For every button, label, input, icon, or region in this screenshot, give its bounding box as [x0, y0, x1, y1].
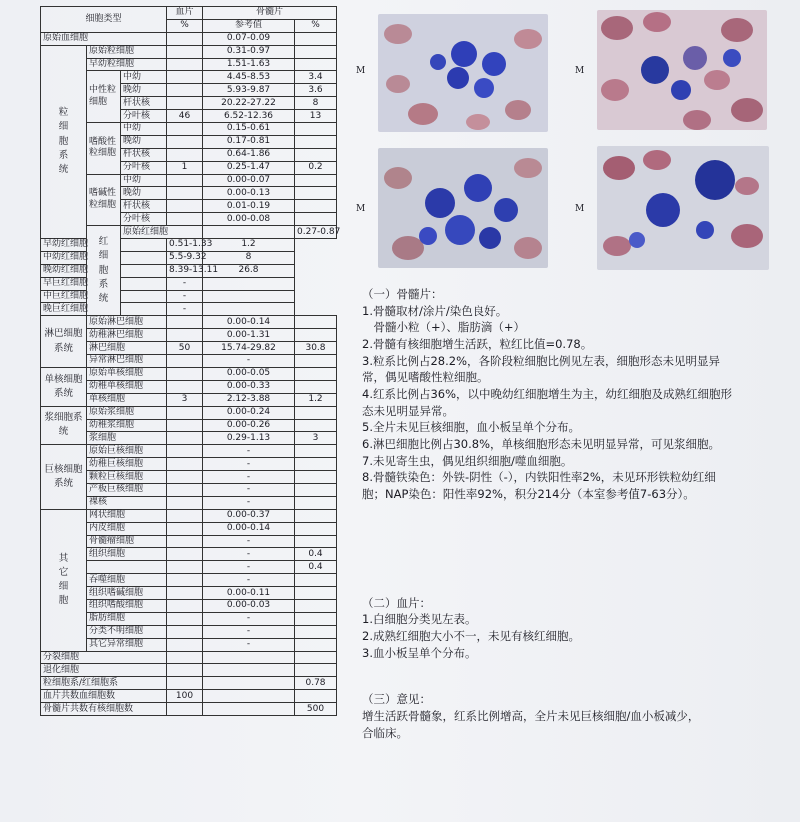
table-row [41, 703, 337, 716]
row-name: 组织细胞 [87, 548, 167, 561]
row-blood: 100 [167, 690, 203, 703]
row-ref: 0.00-0.14 [203, 316, 295, 329]
opinion-line: 合临床。 [362, 725, 408, 740]
row-ref: 6.52-12.36 [203, 110, 295, 123]
row-marrow [295, 419, 337, 432]
row-marrow [295, 599, 337, 612]
row-ref: 0.00-0.37 [203, 509, 295, 522]
row-ref: 0.00-0.05 [203, 367, 295, 380]
row-marrow [295, 664, 337, 677]
row-blood [167, 599, 203, 612]
row-name: 杆状核 [121, 148, 167, 161]
row-marrow [295, 651, 337, 664]
table-row [41, 239, 337, 252]
cell-count-table [40, 6, 341, 716]
row-ref: 0.29-1.13 [203, 432, 295, 445]
opinion-line: 增生活跃骨髓象，红系比例增高，全片未见巨核细胞/血小板减少， [362, 709, 700, 724]
row-marrow [295, 458, 337, 471]
row-name: 异常淋巴细胞 [87, 355, 167, 368]
row-marrow: 8 [203, 251, 295, 264]
table-row [41, 690, 337, 703]
table-row [41, 367, 337, 380]
micrograph-photo-3 [378, 148, 548, 268]
row-blood [167, 561, 203, 574]
row-blood [167, 458, 203, 471]
row-marrow: 0.2 [295, 161, 337, 174]
marrow-findings [362, 303, 800, 503]
row-ref: 0.17-0.81 [203, 135, 295, 148]
table-row [41, 651, 337, 664]
row-ref: 0.00-0.24 [203, 406, 295, 419]
row-blood [167, 535, 203, 548]
row-ref: 0.00-0.33 [203, 380, 295, 393]
row-ref [203, 651, 295, 664]
row-blood [167, 84, 203, 97]
header-ref: 参考值 [203, 19, 295, 32]
row-blood [167, 638, 203, 651]
row-blood [167, 32, 203, 45]
row-blood [167, 355, 203, 368]
row-ref: - [167, 303, 203, 316]
row-blood [167, 664, 203, 677]
row-blood [167, 522, 203, 535]
row-blood [167, 123, 203, 136]
header-blood: 血片 [167, 7, 203, 20]
row-name: 幼稚浆细胞 [87, 419, 167, 432]
row-name: 中巨红细胞 [41, 290, 121, 303]
finding-line: 5.全片未见巨核细胞，血小板呈单个分布。 [362, 420, 580, 435]
micrograph-photo-4 [597, 146, 769, 270]
row-blood [167, 445, 203, 458]
micrograph-drawing [597, 10, 767, 130]
row-ref: - [203, 445, 295, 458]
group-label: 嗜碱性粒细胞 [89, 188, 117, 210]
row-marrow: 1.2 [295, 393, 337, 406]
row-blood [167, 174, 203, 187]
table-row [41, 406, 337, 419]
row-marrow [295, 509, 337, 522]
row-name: 血片共数血细胞数 [41, 690, 167, 703]
table-row [41, 445, 337, 458]
micrograph-photo-2 [597, 10, 767, 130]
row-ref: - [203, 612, 295, 625]
photo-label: M [575, 204, 585, 214]
header-cell-type: 细胞类型 [41, 7, 167, 33]
micrograph-drawing [378, 14, 548, 132]
row-marrow [295, 123, 337, 136]
row-name: 幼稚淋巴细胞 [87, 329, 167, 342]
table-row [41, 303, 337, 316]
row-name: 晚巨红细胞 [41, 303, 121, 316]
table-row [41, 664, 337, 677]
row-marrow: 3.6 [295, 84, 337, 97]
row-ref: 0.07-0.09 [203, 32, 295, 45]
row-name: 中幼 [121, 71, 167, 84]
row-blood [167, 625, 203, 638]
row-ref: - [203, 355, 295, 368]
row-blood [167, 58, 203, 71]
row-marrow [295, 471, 337, 484]
row-marrow: 26.8 [203, 264, 295, 277]
row-marrow [295, 200, 337, 213]
row-ref [203, 677, 295, 690]
row-blood [167, 574, 203, 587]
finding-line: 常，偶见嗜酸性粒细胞。 [362, 370, 489, 385]
table-row [41, 290, 337, 303]
finding-line: 7.未见寄生虫，偶见组织细胞/噬血细胞。 [362, 453, 573, 468]
finding-line: 8.骨髓铁染色：外铁-阴性（-），内铁阳性率2%，未见环形铁粒幼红细 [362, 470, 716, 485]
row-marrow [295, 329, 337, 342]
row-blood [167, 187, 203, 200]
row-name: 早幼红细胞 [41, 239, 121, 252]
row-ref: 0.00-0.11 [203, 587, 295, 600]
row-name: 单核细胞 [87, 393, 167, 406]
table-row [41, 32, 337, 45]
row-blood [121, 303, 167, 316]
row-name: 幼稚巨核细胞 [87, 458, 167, 471]
group-granulocyte [41, 45, 87, 238]
finding-line: 4.红系比例占36%，以中晚幼红细胞增生为主，幼红细胞及成熟红细胞形 [362, 387, 733, 402]
row-ref: 0.27-0.87 [295, 226, 337, 239]
row-ref: 5.93-9.87 [203, 84, 295, 97]
row-blood [167, 406, 203, 419]
row-name: 裸核 [87, 496, 167, 509]
row-marrow [203, 290, 295, 303]
row-name: 其它异常细胞 [87, 638, 167, 651]
row-name: 早幼粒细胞 [87, 58, 167, 71]
row-ref: 5.5-9.32 [167, 251, 203, 264]
row-name: 杆状核 [121, 200, 167, 213]
row-marrow [295, 355, 337, 368]
row-marrow [295, 690, 337, 703]
row-name: 早巨红细胞 [41, 277, 121, 290]
marrow-section-title: （一）骨髓片： [362, 287, 443, 301]
finding-line: 2.成熟红细胞大小不一，未见有核红细胞。 [362, 629, 580, 644]
photo-label: M [575, 66, 585, 76]
blood-section-title: （二）血片： [362, 595, 431, 610]
row-name: 骨髓瘤细胞 [87, 535, 167, 548]
row-ref: - [203, 638, 295, 651]
group-label: 红细胞系统 [98, 236, 109, 305]
row-ref: 0.64-1.86 [203, 148, 295, 161]
row-ref: - [167, 290, 203, 303]
row-name [87, 561, 167, 574]
row-blood [121, 277, 167, 290]
opinion-text [362, 708, 800, 741]
row-marrow: 8 [295, 97, 337, 110]
row-blood [167, 316, 203, 329]
row-ref: - [203, 535, 295, 548]
row-marrow [295, 367, 337, 380]
row-marrow [295, 213, 337, 226]
finding-line: 态未见明显异常。 [362, 403, 454, 418]
header-blood-unit: % [167, 19, 203, 32]
group-basophil [87, 174, 121, 226]
row-ref: 0.00-0.13 [203, 187, 295, 200]
row-name: 吞噬细胞 [87, 574, 167, 587]
group-label: 淋巴细胞系统 [44, 328, 83, 354]
row-marrow [295, 58, 337, 71]
row-marrow [295, 406, 337, 419]
row-marrow [295, 522, 337, 535]
row-blood [167, 496, 203, 509]
row-marrow [295, 483, 337, 496]
row-ref: - [203, 625, 295, 638]
photo-label: M [356, 66, 366, 76]
row-name: 原始巨核细胞 [87, 445, 167, 458]
row-name: 浆细胞 [87, 432, 167, 445]
row-name: 杆状核 [121, 97, 167, 110]
row-name: 退化细胞 [41, 664, 167, 677]
row-blood [121, 290, 167, 303]
row-marrow: 13 [295, 110, 337, 123]
row-blood [167, 135, 203, 148]
row-marrow [295, 135, 337, 148]
row-marrow: 30.8 [295, 342, 337, 355]
report-text [362, 286, 800, 741]
row-blood: 1 [167, 161, 203, 174]
header-marrow-unit: % [295, 19, 337, 32]
row-name: 晚幼 [121, 187, 167, 200]
row-marrow: 500 [295, 703, 337, 716]
row-ref: 0.00-0.14 [203, 522, 295, 535]
row-marrow [295, 148, 337, 161]
row-ref: 0.25-1.47 [203, 161, 295, 174]
row-name: 原始单核细胞 [87, 367, 167, 380]
row-name: 粒细胞系/红细胞系 [41, 677, 167, 690]
row-marrow: 0.4 [295, 548, 337, 561]
row-blood [167, 432, 203, 445]
finding-line: 胞；NAP染色：阳性率92%，积分214分（本室参考值7-63分）。 [362, 487, 695, 502]
group-plasma [41, 406, 87, 445]
table-row [41, 264, 337, 277]
micrograph-drawing [597, 146, 769, 270]
row-ref: - [203, 561, 295, 574]
row-marrow [295, 316, 337, 329]
row-name: 晚幼红细胞 [41, 264, 121, 277]
row-blood [167, 380, 203, 393]
row-blood [121, 251, 167, 264]
row-ref: - [167, 277, 203, 290]
row-blood [167, 71, 203, 84]
micrograph-drawing [378, 148, 548, 268]
row-blood: 50 [167, 342, 203, 355]
row-ref [203, 690, 295, 703]
group-eosinophil [87, 123, 121, 175]
finding-line: 3.粒系比例占28.2%，各阶段粒细胞比例见左表，细胞形态未见明显异 [362, 353, 721, 368]
row-blood [167, 483, 203, 496]
row-name: 原始红细胞 [121, 226, 203, 239]
row-blood [121, 239, 167, 252]
group-other [41, 509, 87, 651]
row-blood [167, 612, 203, 625]
row-ref: 8.39-13.11 [167, 264, 203, 277]
row-ref: 0.00-0.07 [203, 174, 295, 187]
group-label: 巨核细胞系统 [44, 463, 83, 489]
row-ref [203, 664, 295, 677]
row-marrow [295, 625, 337, 638]
row-name: 脂肪细胞 [87, 612, 167, 625]
group-label: 其它细胞 [58, 552, 69, 607]
row-marrow [295, 574, 337, 587]
row-ref: 0.00-0.26 [203, 419, 295, 432]
row-name: 原始浆细胞 [87, 406, 167, 419]
row-name: 中幼 [121, 174, 167, 187]
row-ref: 2.12-3.88 [203, 393, 295, 406]
finding-line: 1.白细胞分类见左表。 [362, 612, 477, 627]
opinion-section-title: （三）意见： [362, 692, 431, 707]
row-ref: 4.45-8.53 [203, 71, 295, 84]
row-name: 分类不明细胞 [87, 625, 167, 638]
group-mega [41, 445, 87, 509]
row-name: 幼稚单核细胞 [87, 380, 167, 393]
row-blood [167, 548, 203, 561]
group-mono [41, 367, 87, 406]
row-ref: 0.01-0.19 [203, 200, 295, 213]
row-ref: 1.51-1.63 [203, 58, 295, 71]
row-blood [167, 45, 203, 58]
row-blood [203, 226, 295, 239]
row-blood [167, 200, 203, 213]
row-blood [121, 264, 167, 277]
row-name: 分叶核 [121, 213, 167, 226]
row-marrow: 3.4 [295, 71, 337, 84]
table-row [41, 316, 337, 329]
row-blood [167, 367, 203, 380]
row-ref: - [203, 548, 295, 561]
row-blood [167, 97, 203, 110]
row-ref: 0.51-1.33 [167, 239, 203, 252]
group-label: 中性粒细胞 [89, 85, 117, 107]
row-ref [203, 703, 295, 716]
group-label: 嗜酸性粒细胞 [89, 136, 117, 159]
row-blood: 46 [167, 110, 203, 123]
row-name: 中幼红细胞 [41, 251, 121, 264]
row-name: 产板巨核细胞 [87, 483, 167, 496]
row-blood [167, 419, 203, 432]
row-name: 原始血细胞 [41, 32, 167, 45]
row-name: 晚幼 [121, 84, 167, 97]
row-blood [167, 471, 203, 484]
row-name: 内皮细胞 [87, 522, 167, 535]
row-marrow [295, 535, 337, 548]
row-marrow [295, 445, 337, 458]
table-row [41, 277, 337, 290]
row-ref: - [203, 496, 295, 509]
row-name: 淋巴细胞 [87, 342, 167, 355]
row-name: 网状细胞 [87, 509, 167, 522]
finding-line: 1.骨髓取材/涂片/染色良好。 [362, 303, 508, 318]
row-blood [167, 509, 203, 522]
row-name: 原始粒细胞 [87, 45, 167, 58]
table-row [41, 677, 337, 690]
row-ref: 0.15-0.61 [203, 123, 295, 136]
row-blood [167, 587, 203, 600]
row-ref: 0.31-0.97 [203, 45, 295, 58]
row-marrow [203, 303, 295, 316]
group-label: 单核细胞系统 [44, 373, 83, 399]
finding-line: 2.骨髓有核细胞增生活跃，粒红比值=0.78。 [362, 337, 593, 352]
finding-line: 6.淋巴细胞比例占30.8%，单核细胞形态未见明显异常，可见浆细胞。 [362, 437, 721, 452]
group-label: 浆细胞系统 [44, 412, 83, 438]
group-neutrophil [87, 71, 121, 123]
table-header-row [41, 7, 337, 20]
row-marrow [295, 612, 337, 625]
row-ref: 0.00-0.03 [203, 599, 295, 612]
row-name: 中幼 [121, 123, 167, 136]
group-label: 粒细胞系统 [58, 107, 69, 176]
row-marrow [295, 174, 337, 187]
table-row [41, 45, 337, 58]
row-blood [167, 703, 203, 716]
row-blood [167, 213, 203, 226]
row-marrow [295, 45, 337, 58]
header-marrow: 骨髓片 [203, 7, 337, 20]
row-name: 分裂细胞 [41, 651, 167, 664]
row-marrow [203, 277, 295, 290]
blood-findings [362, 611, 800, 661]
row-name: 骨髓片共数有核细胞数 [41, 703, 167, 716]
row-name: 组织嗜碱细胞 [87, 587, 167, 600]
row-ref: - [203, 458, 295, 471]
table-row [41, 509, 337, 522]
row-marrow: 3 [295, 432, 337, 445]
row-name: 组织嗜酸细胞 [87, 599, 167, 612]
row-marrow [295, 587, 337, 600]
row-ref: 15.74-29.82 [203, 342, 295, 355]
row-marrow: 1.2 [203, 239, 295, 252]
row-marrow: 0.4 [295, 561, 337, 574]
row-marrow [295, 187, 337, 200]
row-blood [167, 148, 203, 161]
finding-line: 3.血小板呈单个分布。 [362, 645, 477, 660]
row-name: 晚幼 [121, 135, 167, 148]
row-ref: - [203, 471, 295, 484]
row-name: 颗粒巨核细胞 [87, 471, 167, 484]
row-name: 分叶核 [121, 110, 167, 123]
row-marrow [295, 638, 337, 651]
group-lymph [41, 316, 87, 368]
table-row [41, 251, 337, 264]
row-ref: - [203, 483, 295, 496]
row-ref: 0.00-1.31 [203, 329, 295, 342]
row-blood [167, 677, 203, 690]
finding-line: 骨髓小粒（+）、脂肪滴（+） [362, 320, 526, 335]
row-marrow [295, 32, 337, 45]
row-blood [167, 329, 203, 342]
photo-label: M [356, 204, 366, 214]
row-marrow: 0.78 [295, 677, 337, 690]
row-marrow [295, 496, 337, 509]
row-marrow [295, 380, 337, 393]
row-ref: - [203, 574, 295, 587]
row-blood: 3 [167, 393, 203, 406]
row-ref: 0.00-0.08 [203, 213, 295, 226]
row-blood [167, 651, 203, 664]
row-name: 分叶核 [121, 161, 167, 174]
row-name: 原始淋巴细胞 [87, 316, 167, 329]
row-ref: 20.22-27.22 [203, 97, 295, 110]
micrograph-photo-1 [378, 14, 548, 132]
